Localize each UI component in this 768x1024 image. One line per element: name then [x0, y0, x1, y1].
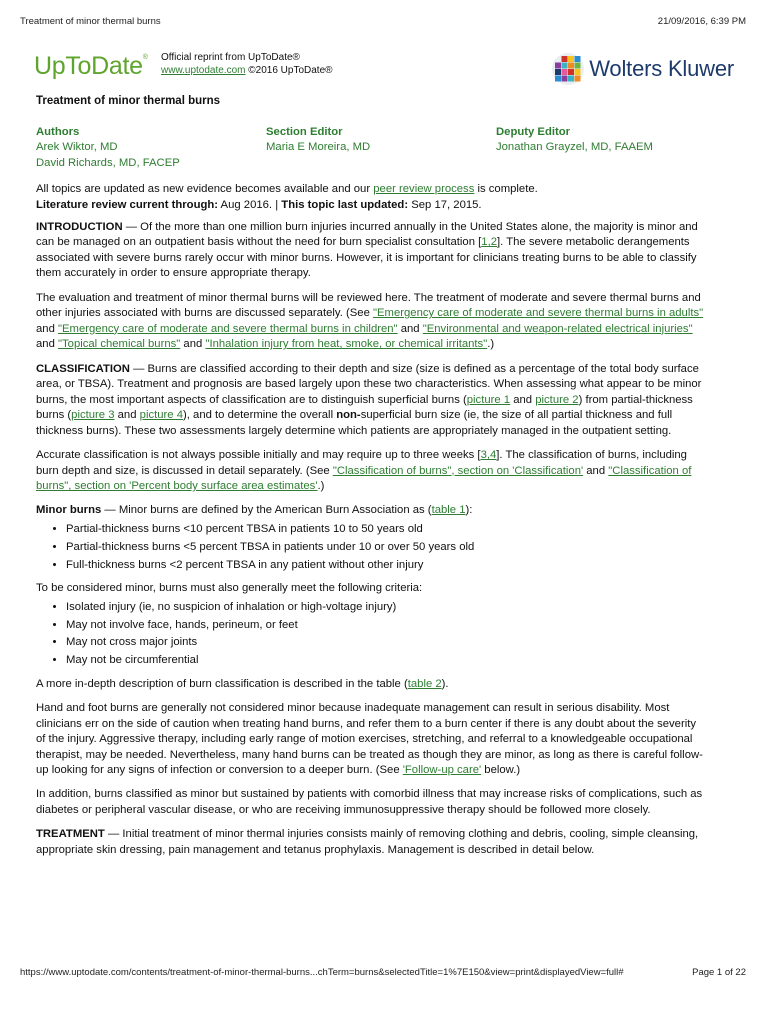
introduction-heading: INTRODUCTION	[36, 220, 123, 233]
article	[36, 92, 708, 867]
peer-review-link[interactable]: peer review process	[373, 183, 475, 196]
evaluation-paragraph: The evaluation and treatment of minor thermal burns will be reviewed here. The treatment of moderate and severe thermal burns and other injuries associated with burns are discussed separately. (See "Emergency care of moderate and severe thermal burns in adults" and "Emergency care of moderate and severe thermal burns in children" and "Environmental and weapon-related electrical injuries" and "Topical chemical burns" and "Inhalation injury from heat, smoke, or chemical irritants".)	[36, 291, 704, 351]
page-number: Page 1 of 22	[692, 967, 746, 978]
update-notice: All topics are updated as new evidence becomes available and our peer review process is complete. Literature review current through: Aug 2016. | This topic last updated: Sep 17, 2015.	[36, 183, 538, 211]
topic-link[interactable]: "Classification of burns", section on 'Percent body surface area estimates'	[36, 464, 692, 493]
list-item: • Full-thickness burns <2 percent TBSA in any patient without other injury	[66, 558, 708, 574]
author-name[interactable]: David Richards, MD, FACEP	[36, 156, 180, 169]
wk-mark-tile	[575, 76, 581, 82]
list-item: • Partial-thickness burns <10 percent TBSA in patients 10 to 50 years old	[66, 522, 708, 538]
list-item: • May not cross major joints	[66, 635, 708, 651]
topic-link[interactable]: "Emergency care of moderate and severe thermal burns in children"	[58, 322, 398, 335]
page-url: https://www.uptodate.com/contents/treatment-of-minor-thermal-burns...chTerm=burns&selectedTitle=1%7E150&view=print&displayedView=full#	[20, 967, 624, 978]
print-header	[20, 16, 746, 30]
uptodate-url-link[interactable]: www.uptodate.com	[161, 65, 246, 76]
topic-link[interactable]: "Emergency care of moderate and severe thermal burns in adults"	[373, 307, 704, 320]
author-name[interactable]: Arek Wiktor, MD	[36, 141, 118, 154]
wk-mark-tile	[575, 69, 581, 75]
table-link[interactable]: table 1	[431, 504, 466, 517]
authors-column	[36, 125, 266, 172]
minor-burns-paragraph: Minor burns — Minor burns are defined by the American Burn Association as (table 1):	[36, 504, 473, 517]
wk-mark-tile	[562, 69, 568, 75]
wk-mark-tile	[555, 63, 561, 69]
list-item: • May not be circumferential	[66, 653, 708, 669]
comorbid-paragraph: In addition, burns classified as minor but sustained by patients with comorbid illness that may increase risks of complications, such as diabetes or peripheral vascular disease, or who are receiving immunosuppressive therapy should be followed more closely.	[36, 788, 703, 817]
topic-link[interactable]: "Environmental and weapon-related electrical injuries"	[422, 322, 693, 335]
criteria-intro: To be considered minor, burns must also generally meet the following criteria:	[36, 582, 423, 595]
classification-paragraph: CLASSIFICATION — Burns are classified according to their depth and size (size is defined as a percentage of the total body surface area, or TBSA). Treatment and prognosis are based largely upon these two characteristics. When assessing what appear to be minor burns, the most important aspects of classification are to distinguish superficial burns (picture 1 and picture 2) from partial-thickness burns (picture 3 and picture 4), and to determine the overall non-superficial burn size (ie, the size of all partial thickness and full thickness burns). These two assessments largely determine which patients are appropriately managed in the outpatient setting.	[36, 362, 702, 437]
wk-mark-tile	[575, 63, 581, 69]
hand-foot-paragraph: Hand and foot burns are generally not considered minor because inadequate management can result in serious disability. Most clinicians err on the side of caution when treating hand burns, and refer them to a burn center if there is any doubt about the severity of the injury. Aggressive therapy, including early range of motion exercises, stretching, and referral to a knowledgeable occupational therapist, may be needed. Nevertheless, many hand burns can be treated as though they are minor, as long as there is careful follow-up looking for any signs of infection or conversion to a deeper burn. (See 'Follow-up care' below.)	[36, 701, 703, 777]
wk-mark-tile	[555, 69, 561, 75]
uptodate-logo[interactable]: UpToDate®	[34, 52, 148, 80]
accuracy-paragraph: Accurate classification is not always possible initially and may require up to three weeks [3,4]. The classification of burns, including burn depth and size, is discussed in detail separately. (See "Classification of burns", section on 'Classification' and "Classification of burns", section on 'Percent body surface area estimates'.)	[36, 449, 692, 493]
reprint-header	[34, 46, 734, 90]
picture-link[interactable]: picture 3	[71, 409, 115, 422]
wk-mark-tile	[568, 56, 574, 62]
section-editor-name[interactable]: Maria E Moreira, MD	[266, 141, 371, 154]
in-depth-paragraph: A more in-depth description of burn classification is described in the table (table 2).	[36, 677, 449, 690]
article-title: Treatment of minor thermal burns	[36, 95, 221, 107]
topic-link[interactable]: "Inhalation injury from heat, smoke, or chemical irritants"	[205, 338, 488, 351]
print-datetime: 21/09/2016, 6:39 PM	[657, 16, 746, 27]
authors-heading: Authors	[36, 125, 80, 138]
topic-link[interactable]: "Topical chemical burns"	[58, 338, 181, 351]
reprint-url-line	[161, 64, 333, 77]
minor-burns-heading: Minor burns	[36, 504, 102, 517]
reprint-line: Official reprint from UpToDate®	[161, 52, 300, 63]
wk-mark-tile	[562, 56, 568, 62]
wk-mark-tile	[562, 76, 568, 82]
table-link[interactable]: table 2	[407, 677, 442, 690]
lit-review-label: Literature review current through:	[36, 198, 219, 211]
list-item: • Partial-thickness burns <5 percent TBSA in patients under 10 or over 50 years old	[66, 540, 708, 556]
picture-link[interactable]: picture 2	[535, 393, 579, 406]
minor-burns-list	[36, 522, 708, 573]
editor-block	[36, 125, 708, 172]
reference-link[interactable]: 1,2	[481, 236, 497, 249]
classification-heading: CLASSIFICATION	[36, 362, 130, 375]
section-editor-heading: Section Editor	[266, 125, 343, 138]
treatment-heading: TREATMENT	[36, 828, 105, 841]
print-title: Treatment of minor thermal burns	[20, 16, 161, 27]
wk-mark-tile	[568, 69, 574, 75]
wk-mark-tile	[568, 76, 574, 82]
treatment-paragraph: TREATMENT — Initial treatment of minor thermal injuries consists mainly of removing clothing and debris, cooling, simple cleansing, appropriate skin dressing, pain management and tetanus prophylaxis. Management is described in detail below.	[36, 828, 699, 856]
introduction-paragraph: INTRODUCTION — Of the more than one million burn injuries incurred annually in the United States alone, the majority is minor and can be managed on an outpatient basis without the need for burn specialist consultation [1,2]. The severe metabolic derangements associated with severe burns rarely occur with minor burns. However, it is important for clinicians treating burns to be able to classify them accurately in order to ensure appropriate therapy.	[36, 220, 698, 280]
wk-mark-tile	[575, 56, 581, 62]
deputy-editor-name[interactable]: Jonathan Grayzel, MD, FAAEM	[496, 141, 653, 154]
reprint-notice	[161, 51, 333, 77]
print-footer	[20, 967, 746, 978]
list-item: • May not involve face, hands, perineum, or feet	[66, 618, 708, 634]
wolters-kluwer-mark-icon	[551, 52, 585, 86]
last-updated-label: This topic last updated:	[281, 198, 409, 211]
topic-link[interactable]: "Classification of burns", section on 'Classification'	[332, 464, 584, 477]
wk-mark-tile	[568, 63, 574, 69]
wk-mark-tile	[555, 76, 561, 82]
picture-link[interactable]: picture 1	[466, 393, 511, 406]
wolters-kluwer-name: Wolters Kluwer	[589, 56, 734, 81]
criteria-list	[36, 600, 708, 669]
reference-link[interactable]: 3,4	[480, 449, 497, 462]
section-editor-column	[266, 125, 496, 172]
deputy-editor-heading: Deputy Editor	[496, 125, 571, 138]
wk-mark-tile	[562, 63, 568, 69]
picture-link[interactable]: picture 4	[139, 409, 183, 422]
deputy-editor-column	[496, 125, 708, 172]
list-item: • Isolated injury (ie, no suspicion of inhalation or high-voltage injury)	[66, 600, 708, 616]
follow-up-care-link[interactable]: 'Follow-up care'	[402, 764, 482, 777]
reprint-copyright: ©2016 UpToDate®	[248, 65, 333, 76]
wolters-kluwer-logo[interactable]	[551, 52, 734, 86]
